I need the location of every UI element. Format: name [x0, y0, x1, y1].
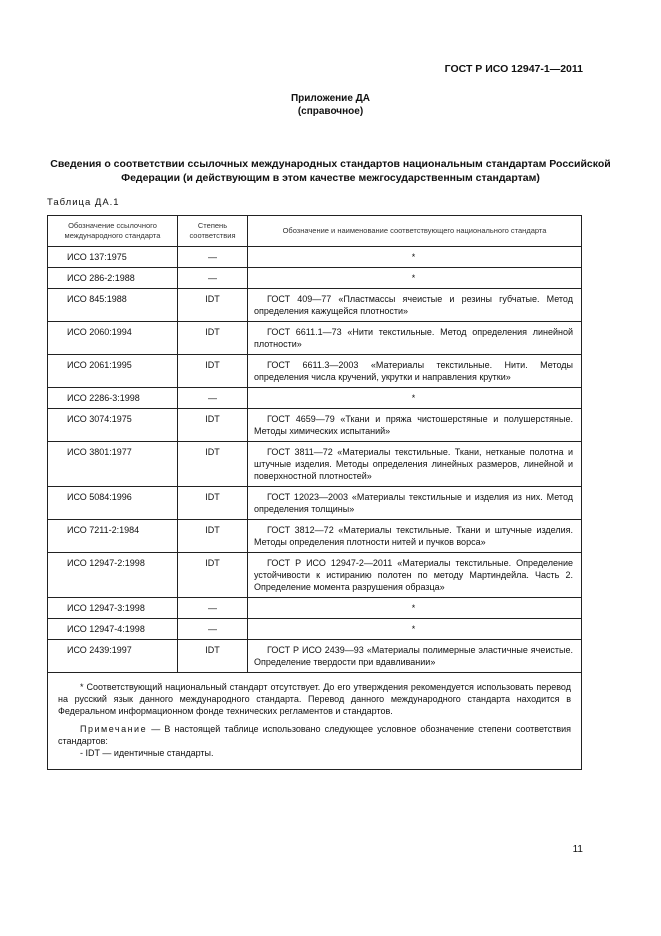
cell-degree: — — [178, 598, 248, 619]
table-row — [48, 553, 582, 598]
cell-national-standard: ГОСТ 6611.3—2003 «Материалы текстильные. Нити. Методы определения числа кручений, укрутки и направления крутки» — [248, 355, 582, 388]
header-ref-standard: Обозначение ссылочного международного стандарта — [48, 216, 178, 247]
table-notes-row — [48, 673, 582, 770]
cell-national-standard: ГОСТ Р ИСО 2439—93 «Материалы полимерные эластичные ячеистые. Определение твердости при вдавливании» — [248, 640, 582, 673]
cell-ref-standard: ИСО 5084:1996 — [48, 487, 178, 520]
table-row — [48, 640, 582, 673]
table-row — [48, 268, 582, 289]
cell-ref-standard: ИСО 3801:1977 — [48, 442, 178, 487]
table-row — [48, 409, 582, 442]
cell-ref-standard: ИСО 2060:1994 — [48, 322, 178, 355]
cell-ref-standard: ИСО 137:1975 — [48, 247, 178, 268]
header-degree: Степень соответствия — [178, 216, 248, 247]
annex-title-block — [0, 92, 661, 118]
cell-ref-standard: ИСО 3074:1975 — [48, 409, 178, 442]
cell-national-standard: ГОСТ Р ИСО 12947-2—2011 «Материалы текстильные. Определение устойчивости к истиранию полотен по методу Мартиндейла. Часть 2. Определение момента разрушения образца» — [248, 553, 582, 598]
cell-national-standard: ГОСТ 12023—2003 «Материалы текстильные и изделия из них. Метод определения толщины» — [248, 487, 582, 520]
cell-degree: — — [178, 247, 248, 268]
cell-ref-standard: ИСО 7211-2:1984 — [48, 520, 178, 553]
table-body — [48, 247, 582, 673]
cell-national-standard: ГОСТ 4659—79 «Ткани и пряжа чистошерстяные и полушерстяные. Методы химических испытаний» — [248, 409, 582, 442]
cell-degree: — — [178, 619, 248, 640]
cell-degree: IDT — [178, 553, 248, 598]
cell-national-standard: ГОСТ 6611.1—73 «Нити текстильные. Метод определения линейной плотности» — [248, 322, 582, 355]
table-row — [48, 289, 582, 322]
note-text: — В настоящей таблице использовано следующее условное обозначение степени соответствия стандартов: — [58, 724, 571, 746]
table-row — [48, 619, 582, 640]
correspondence-table — [47, 215, 582, 770]
table-row — [48, 247, 582, 268]
cell-ref-standard: ИСО 2061:1995 — [48, 355, 178, 388]
cell-degree: — — [178, 388, 248, 409]
section-heading: Сведения о соответствии ссылочных международных стандартов национальным стандартам Российской Федерации (и действующим в этом качестве межгосударственным стандартам) — [50, 158, 611, 184]
cell-degree: IDT — [178, 520, 248, 553]
annex-title: Приложение ДА — [290, 93, 371, 104]
cell-national-standard: ГОСТ 409—77 «Пластмассы ячеистые и резины губчатые. Метод определения кажущейся плотности» — [248, 289, 582, 322]
cell-ref-standard: ИСО 845:1988 — [48, 289, 178, 322]
cell-degree: IDT — [178, 322, 248, 355]
cell-national-standard: ГОСТ 3811—72 «Материалы текстильные. Ткани, нетканые полотна и штучные изделия. Методы определения линейных размеров, линейной и поверхностной плотностей» — [248, 442, 582, 487]
cell-degree: — — [178, 268, 248, 289]
cell-ref-standard: ИСО 2439:1997 — [48, 640, 178, 673]
document-code: ГОСТ Р ИСО 12947-1—2011 — [444, 63, 583, 75]
page-number: 11 — [572, 844, 583, 855]
footnote: * Соответствующий национальный стандарт отсутствует. До его утверждения рекомендуется использовать перевод на русский язык данного международного стандарта. Перевод данного международного стандарта находится в Федеральном информационном фонде технических регламентов и стандартов. — [58, 682, 571, 716]
cell-national-standard: ГОСТ 3812—72 «Материалы текстильные. Ткани и штучные изделия. Методы определения плотности нитей и пучков ворса» — [248, 520, 582, 553]
cell-degree: IDT — [178, 409, 248, 442]
note — [58, 723, 571, 747]
cell-degree: IDT — [178, 640, 248, 673]
table-row — [48, 355, 582, 388]
note-label: Примечание — [80, 724, 148, 734]
cell-ref-standard: ИСО 12947-4:1998 — [48, 619, 178, 640]
cell-degree: IDT — [178, 355, 248, 388]
annex-subtitle: (справочное) — [297, 106, 364, 117]
header-national-standard: Обозначение и наименование соответствующего национального стандарта — [248, 216, 582, 247]
table-row — [48, 598, 582, 619]
cell-degree: IDT — [178, 442, 248, 487]
table-label: Таблица ДА.1 — [47, 197, 120, 208]
cell-national-standard: * — [248, 619, 582, 640]
cell-national-standard: * — [248, 247, 582, 268]
cell-national-standard: * — [248, 598, 582, 619]
table-notes — [48, 673, 582, 770]
table-row — [48, 388, 582, 409]
table-row — [48, 322, 582, 355]
cell-national-standard: * — [248, 388, 582, 409]
table-row — [48, 520, 582, 553]
table-row — [48, 487, 582, 520]
table-row — [48, 442, 582, 487]
cell-degree: IDT — [178, 487, 248, 520]
cell-ref-standard: ИСО 12947-3:1998 — [48, 598, 178, 619]
cell-ref-standard: ИСО 12947-2:1998 — [48, 553, 178, 598]
cell-degree: IDT — [178, 289, 248, 322]
cell-ref-standard: ИСО 2286-3:1998 — [48, 388, 178, 409]
table-header-row — [48, 216, 582, 247]
note-item: - IDT — идентичные стандарты. — [80, 748, 214, 758]
cell-ref-standard: ИСО 286-2:1988 — [48, 268, 178, 289]
cell-national-standard: * — [248, 268, 582, 289]
